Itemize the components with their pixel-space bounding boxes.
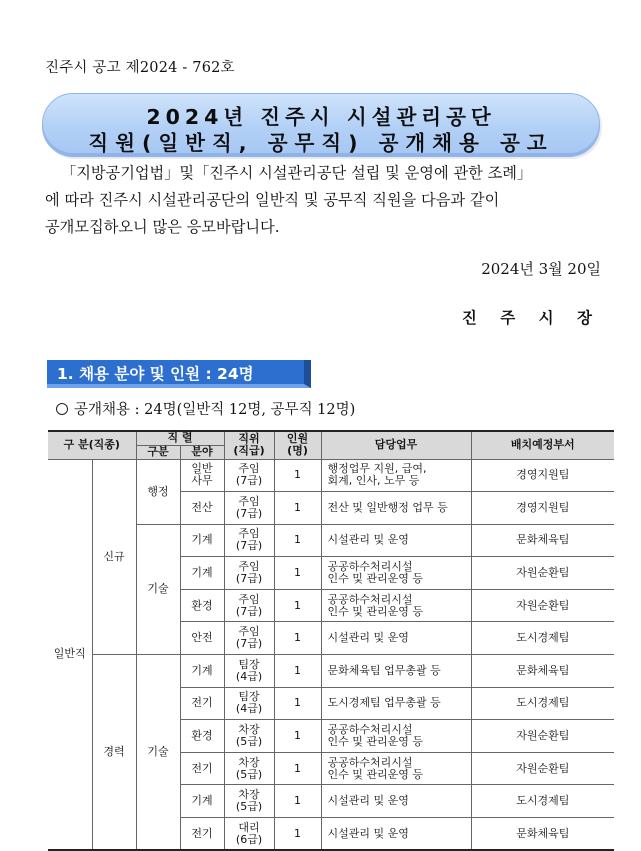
- cell-dept: 자원순환팀: [471, 720, 614, 753]
- cell-count: 1: [274, 557, 321, 590]
- cell-position: 차장 (5급): [224, 720, 274, 753]
- issuer: 진 주 시 장: [461, 309, 601, 327]
- cell-field: 안전: [180, 622, 224, 655]
- cell-position: 주임 (7급): [224, 524, 274, 557]
- cell-count: 1: [274, 720, 321, 753]
- cell-dept: 경영지원팀: [471, 492, 614, 525]
- cell-duty: 공공하수처리시설 인수 및 관리운영 등: [321, 720, 471, 753]
- circle-bullet-icon: [56, 403, 68, 415]
- cell-position: 차장 (5급): [224, 752, 274, 785]
- cell-duty: 시설관리 및 운영: [321, 818, 471, 851]
- cell-dept: 문화체육팀: [471, 818, 614, 851]
- cell-field: 기계: [180, 655, 224, 688]
- header-sub-field: 분야: [180, 445, 224, 459]
- intro-line-3: 공개모집하오니 많은 응모바랍니다.: [45, 218, 280, 236]
- cell-position: 대리 (6급): [224, 818, 274, 851]
- group-experienced: 경력: [92, 655, 136, 851]
- cell-field: 기계: [180, 785, 224, 818]
- cell-count: 1: [274, 622, 321, 655]
- cell-count: 1: [274, 687, 321, 720]
- cell-duty: 문화체육팀 업무총괄 등: [321, 655, 471, 688]
- cell-duty: 공공하수처리시설 인수 및 관리운영 등: [321, 557, 471, 590]
- section-1-header: 1. 채용 분야 및 인원 : 24명: [47, 360, 311, 388]
- cell-position: 주임 (7급): [224, 557, 274, 590]
- recruitment-table: [48, 430, 614, 851]
- cell-count: 1: [274, 459, 321, 492]
- cell-field: 전기: [180, 687, 224, 720]
- cell-duty: 시설관리 및 운영: [321, 524, 471, 557]
- cell-dept: 문화체육팀: [471, 655, 614, 688]
- cell-position: 주임 (7급): [224, 622, 274, 655]
- cell-field: 전기: [180, 752, 224, 785]
- cell-field: 기계: [180, 524, 224, 557]
- cell-duty: 공공하수처리시설 인수 및 관리운영 등: [321, 589, 471, 622]
- notice-number: 진주시 공고 제2024 - 762호: [45, 60, 235, 76]
- recruit-summary-text: 공개채용 : 24명(일반직 12명, 공무직 12명): [74, 402, 356, 418]
- cell-dept: 도시경제팀: [471, 622, 614, 655]
- cell-position: 주임 (7급): [224, 589, 274, 622]
- cell-count: 1: [274, 752, 321, 785]
- cell-field: 환경: [180, 720, 224, 753]
- cell-dept: 도시경제팀: [471, 785, 614, 818]
- cell-dept: 도시경제팀: [471, 687, 614, 720]
- cell-position: 주임 (7급): [224, 459, 274, 492]
- group-admin: 행정: [136, 459, 180, 524]
- title-line-1: 2024년 진주시 시설관리공단: [146, 105, 496, 129]
- intro-line-2: 에 따라 진주시 시설관리공단의 일반직 및 공무직 직원을 다음과 같이: [45, 191, 500, 209]
- cell-duty: 시설관리 및 운영: [321, 785, 471, 818]
- cell-duty: 전산 및 일반행정 업무 등: [321, 492, 471, 525]
- header-category: 구 분(직종): [48, 431, 136, 459]
- cell-count: 1: [274, 785, 321, 818]
- group-new: 신규: [92, 459, 136, 655]
- cell-field: 기계: [180, 557, 224, 590]
- header-duty: 담당업무: [321, 431, 471, 459]
- cell-position: 차장 (5급): [224, 785, 274, 818]
- cell-position: 주임 (7급): [224, 492, 274, 525]
- cell-duty: 공공하수처리시설 인수 및 관리운영 등: [321, 752, 471, 785]
- header-department: 배치예정부서: [471, 431, 614, 459]
- group-general: 일반직: [48, 459, 92, 850]
- cell-duty: 도시경제팀 업무총괄 등: [321, 687, 471, 720]
- announcement-date: 2024년 3월 20일: [481, 260, 601, 278]
- cell-dept: 자원순환팀: [471, 557, 614, 590]
- header-sub-category: 구분: [136, 445, 180, 459]
- cell-dept: 자원순환팀: [471, 589, 614, 622]
- cell-duty: 행정업무 지원, 급여, 회계, 인사, 노무 등: [321, 459, 471, 492]
- cell-position: 팀장 (4급): [224, 687, 274, 720]
- intro-line-1: 「지방공기업법」및「진주시 시설관리공단 설립 및 운영에 관한 조례」: [61, 164, 533, 182]
- header-position: 직위 (직급): [224, 431, 274, 459]
- cell-dept: 자원순환팀: [471, 752, 614, 785]
- cell-position: 팀장 (4급): [224, 655, 274, 688]
- cell-field: 전산: [180, 492, 224, 525]
- cell-count: 1: [274, 492, 321, 525]
- cell-duty: 시설관리 및 운영: [321, 622, 471, 655]
- table-row: [48, 459, 614, 492]
- title-banner: [42, 93, 600, 157]
- cell-count: 1: [274, 818, 321, 851]
- cell-dept: 경영지원팀: [471, 459, 614, 492]
- cell-count: 1: [274, 655, 321, 688]
- cell-count: 1: [274, 524, 321, 557]
- cell-field: 환경: [180, 589, 224, 622]
- group-tech-new: 기술: [136, 524, 180, 654]
- recruit-summary: [56, 398, 355, 419]
- intro-paragraph: [45, 160, 605, 241]
- cell-dept: 문화체육팀: [471, 524, 614, 557]
- table-row: [48, 655, 614, 688]
- title-line-2: 직원(일반직, 공무직) 공개채용 공고: [88, 131, 554, 155]
- cell-count: 1: [274, 589, 321, 622]
- cell-field: 일반 사무: [180, 459, 224, 492]
- header-count: 인원 (명): [274, 431, 321, 459]
- group-tech-experienced: 기술: [136, 655, 180, 851]
- header-job-group: 직 렬: [136, 431, 224, 445]
- cell-field: 전기: [180, 818, 224, 851]
